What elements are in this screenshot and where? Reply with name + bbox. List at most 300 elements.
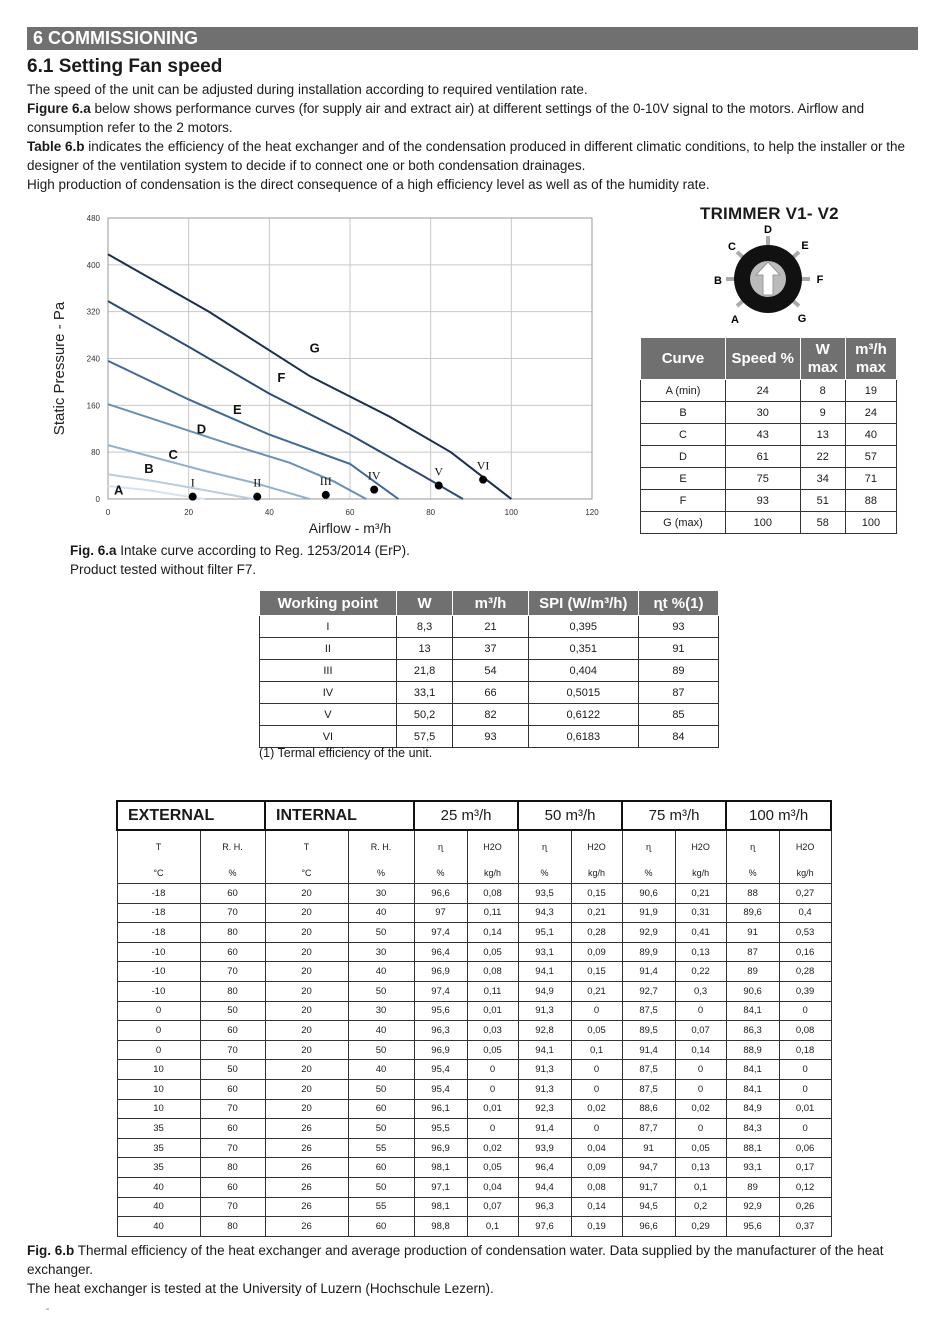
efficiency-cell: 87,5 bbox=[622, 1079, 675, 1099]
working-point-cell: 0,351 bbox=[528, 638, 638, 660]
efficiency-sub-header-cell: H2O bbox=[779, 830, 831, 863]
curve-table-cell: 43 bbox=[725, 424, 800, 446]
working-point-marker bbox=[322, 491, 330, 499]
efficiency-cell: 0,09 bbox=[571, 942, 622, 962]
curve-table-cell: 58 bbox=[800, 512, 845, 534]
efficiency-cell: 26 bbox=[265, 1217, 348, 1237]
working-point-cell: 0,5015 bbox=[528, 682, 638, 704]
efficiency-cell: 0,31 bbox=[675, 903, 726, 923]
y-tick-label: 160 bbox=[86, 401, 100, 411]
efficiency-cell: 0,02 bbox=[675, 1099, 726, 1119]
efficiency-cell: 92,9 bbox=[622, 923, 675, 943]
efficiency-cell: 0,14 bbox=[675, 1040, 726, 1060]
efficiency-cell: 30 bbox=[348, 1001, 414, 1021]
efficiency-cell: 60 bbox=[348, 1099, 414, 1119]
efficiency-sub-header-cell: H2O bbox=[467, 830, 518, 863]
working-point-cell: 82 bbox=[453, 704, 528, 726]
efficiency-sub-header-cell: ɳ bbox=[414, 830, 467, 863]
curve-header-speed: Speed % bbox=[725, 338, 800, 380]
efficiency-cell: 0,03 bbox=[467, 1021, 518, 1041]
efficiency-cell: 0,04 bbox=[467, 1177, 518, 1197]
efficiency-sub-header-cell: T bbox=[117, 830, 200, 863]
working-point-body bbox=[260, 616, 719, 748]
efficiency-cell: 0,09 bbox=[571, 1158, 622, 1178]
x-tick-label: 20 bbox=[184, 508, 194, 517]
efficiency-unit-cell: kg/h bbox=[779, 863, 831, 884]
efficiency-cell: 0,26 bbox=[779, 1197, 831, 1217]
efficiency-cell: 0 bbox=[675, 1001, 726, 1021]
curve-table-cell: 9 bbox=[800, 402, 845, 424]
efficiency-cell: 88 bbox=[726, 884, 779, 904]
efficiency-cell: 95,4 bbox=[414, 1079, 467, 1099]
efficiency-cell: 91,4 bbox=[622, 962, 675, 982]
efficiency-cell: 0,2 bbox=[675, 1197, 726, 1217]
efficiency-cell: 0 bbox=[779, 1119, 831, 1139]
efficiency-cell: 35 bbox=[117, 1158, 200, 1178]
efficiency-cell: 0,01 bbox=[779, 1099, 831, 1119]
efficiency-cell: 0,13 bbox=[675, 942, 726, 962]
efficiency-unit-cell: °C bbox=[265, 863, 348, 884]
efficiency-cell: 94,5 bbox=[622, 1197, 675, 1217]
trimmer-pos-f: F bbox=[816, 274, 824, 286]
trimmer-pos-a: A bbox=[731, 314, 739, 326]
y-tick-label: 0 bbox=[95, 495, 100, 504]
curve-table-cell: 51 bbox=[800, 490, 845, 512]
curve-table-cell: 19 bbox=[845, 380, 896, 402]
efficiency-cell: 0 bbox=[779, 1079, 831, 1099]
efficiency-unit-cell: °C bbox=[117, 863, 200, 884]
efficiency-cell: 84,3 bbox=[726, 1119, 779, 1139]
curve-table-cell: F bbox=[641, 490, 726, 512]
x-tick-label: 120 bbox=[585, 508, 599, 517]
efficiency-cell: 10 bbox=[117, 1060, 200, 1080]
curve-table-cell: 22 bbox=[800, 446, 845, 468]
curve-table-cell: 75 bbox=[725, 468, 800, 490]
efficiency-cell: 0 bbox=[117, 1001, 200, 1021]
x-tick-label: 0 bbox=[105, 508, 111, 517]
efficiency-sub-header-cell: ɳ bbox=[726, 830, 779, 863]
curve-table bbox=[640, 337, 897, 534]
efficiency-cell: 0,04 bbox=[571, 1138, 622, 1158]
efficiency-cell: 97 bbox=[414, 903, 467, 923]
efficiency-cell: 26 bbox=[265, 1197, 348, 1217]
efficiency-row bbox=[117, 903, 831, 923]
efficiency-cell: 40 bbox=[348, 903, 414, 923]
efficiency-cell: 70 bbox=[200, 962, 265, 982]
curve-table-cell: E bbox=[641, 468, 726, 490]
efficiency-cell: 70 bbox=[200, 1099, 265, 1119]
efficiency-cell: 88,1 bbox=[726, 1138, 779, 1158]
efficiency-cell: 0 bbox=[467, 1060, 518, 1080]
efficiency-cell: 0,28 bbox=[779, 962, 831, 982]
curve-table-row bbox=[641, 468, 897, 490]
efficiency-cell: 88,9 bbox=[726, 1040, 779, 1060]
efficiency-cell: 0,13 bbox=[675, 1158, 726, 1178]
working-point-cell: 54 bbox=[453, 660, 528, 682]
efficiency-cell: 0,15 bbox=[571, 884, 622, 904]
efficiency-cell: 0,53 bbox=[779, 923, 831, 943]
figure-b-text: Thermal efficiency of the heat exchanger and average production of condensation water. Data supplied by the manufacturer of the heat exchanger. bbox=[27, 1243, 884, 1277]
efficiency-cell: 96,3 bbox=[414, 1021, 467, 1041]
curve-table-row bbox=[641, 402, 897, 424]
curve-table-cell: 24 bbox=[845, 402, 896, 424]
curve-table-cell: C bbox=[641, 424, 726, 446]
x-tick-label: 60 bbox=[345, 508, 355, 517]
efficiency-cell: -10 bbox=[117, 962, 200, 982]
efficiency-cell: 50 bbox=[348, 1119, 414, 1139]
efficiency-cell: 0 bbox=[571, 1079, 622, 1099]
efficiency-cell: 50 bbox=[200, 1060, 265, 1080]
curve-table-row bbox=[641, 490, 897, 512]
efficiency-cell: 0,29 bbox=[675, 1217, 726, 1237]
efficiency-cell: 0,27 bbox=[779, 884, 831, 904]
efficiency-cell: 0,02 bbox=[467, 1138, 518, 1158]
y-tick-label: 80 bbox=[91, 448, 100, 458]
group-internal: INTERNAL bbox=[265, 801, 414, 830]
efficiency-cell: 91,9 bbox=[622, 903, 675, 923]
efficiency-cell: 20 bbox=[265, 1079, 348, 1099]
curve-table-cell: G (max) bbox=[641, 512, 726, 534]
efficiency-cell: 0,12 bbox=[779, 1177, 831, 1197]
efficiency-sub-header-cell: T bbox=[265, 830, 348, 863]
efficiency-cell: 0,18 bbox=[779, 1040, 831, 1060]
efficiency-cell: 80 bbox=[200, 981, 265, 1001]
efficiency-cell: 84,1 bbox=[726, 1001, 779, 1021]
efficiency-cell: 93,5 bbox=[518, 884, 571, 904]
efficiency-cell: 87,5 bbox=[622, 1001, 675, 1021]
efficiency-cell: 0,01 bbox=[467, 1099, 518, 1119]
curve-table-cell: 40 bbox=[845, 424, 896, 446]
working-point-label: III bbox=[319, 473, 332, 488]
efficiency-cell: 97,6 bbox=[518, 1217, 571, 1237]
efficiency-cell: 93,1 bbox=[726, 1158, 779, 1178]
efficiency-cell: 0,01 bbox=[467, 1001, 518, 1021]
table-reference: Table 6.b bbox=[27, 139, 85, 154]
efficiency-sub-header bbox=[117, 830, 831, 863]
curve-table-cell: 100 bbox=[725, 512, 800, 534]
efficiency-cell: 20 bbox=[265, 884, 348, 904]
efficiency-cell: 88,6 bbox=[622, 1099, 675, 1119]
working-point-cell: 89 bbox=[638, 660, 718, 682]
efficiency-unit-cell: kg/h bbox=[675, 863, 726, 884]
page-heading: 6.1 Setting Fan speed bbox=[27, 56, 223, 77]
efficiency-cell: 60 bbox=[200, 1021, 265, 1041]
curve-table-cell: 88 bbox=[845, 490, 896, 512]
efficiency-cell: 0,21 bbox=[675, 884, 726, 904]
efficiency-cell: 70 bbox=[200, 903, 265, 923]
efficiency-row bbox=[117, 942, 831, 962]
figure-b-ref: Fig. 6.b bbox=[27, 1243, 75, 1258]
curve-table-row bbox=[641, 446, 897, 468]
working-point-row bbox=[260, 726, 719, 748]
working-point-cell: 0,395 bbox=[528, 616, 638, 638]
efficiency-cell: 50 bbox=[200, 1001, 265, 1021]
page-footer-marker: - bbox=[46, 1304, 50, 1315]
efficiency-cell: 0 bbox=[675, 1060, 726, 1080]
y-tick-label: 400 bbox=[86, 260, 100, 270]
efficiency-unit-cell: % bbox=[518, 863, 571, 884]
working-point-cell: 13 bbox=[396, 638, 452, 660]
efficiency-cell: 60 bbox=[200, 942, 265, 962]
working-point-cell: I bbox=[260, 616, 397, 638]
efficiency-row bbox=[117, 1119, 831, 1139]
efficiency-cell: 91,4 bbox=[518, 1119, 571, 1139]
efficiency-cell: 96,9 bbox=[414, 962, 467, 982]
efficiency-cell: 84,1 bbox=[726, 1079, 779, 1099]
efficiency-cell: 60 bbox=[348, 1158, 414, 1178]
working-point-cell: 57,5 bbox=[396, 726, 452, 748]
working-point-label: II bbox=[253, 475, 262, 490]
efficiency-cell: 20 bbox=[265, 903, 348, 923]
curve-label: A bbox=[114, 482, 124, 498]
curve-table-cell: 24 bbox=[725, 380, 800, 402]
efficiency-cell: 91,3 bbox=[518, 1060, 571, 1080]
efficiency-cell: 0,08 bbox=[571, 1177, 622, 1197]
working-point-cell: 91 bbox=[638, 638, 718, 660]
curve-table-cell: 13 bbox=[800, 424, 845, 446]
curve-table-row bbox=[641, 380, 897, 402]
curve-label: G bbox=[309, 340, 320, 356]
intro-paragraph-1: The speed of the unit can be adjusted during installation according to required ventilation rate. bbox=[27, 82, 588, 97]
efficiency-cell: 0,06 bbox=[779, 1138, 831, 1158]
working-point-cell: 8,3 bbox=[396, 616, 452, 638]
efficiency-cell: 0,1 bbox=[571, 1040, 622, 1060]
efficiency-cell: 0,1 bbox=[467, 1217, 518, 1237]
efficiency-cell: 94,1 bbox=[518, 1040, 571, 1060]
efficiency-cell: 0,4 bbox=[779, 903, 831, 923]
working-point-marker bbox=[479, 476, 487, 484]
working-point-cell: 93 bbox=[638, 616, 718, 638]
efficiency-cell: 0,37 bbox=[779, 1217, 831, 1237]
efficiency-row bbox=[117, 923, 831, 943]
efficiency-cell: 30 bbox=[348, 884, 414, 904]
efficiency-unit-cell: % bbox=[414, 863, 467, 884]
efficiency-row bbox=[117, 962, 831, 982]
working-point-cell: II bbox=[260, 638, 397, 660]
working-point-cell: 50,2 bbox=[396, 704, 452, 726]
efficiency-cell: 89 bbox=[726, 1177, 779, 1197]
efficiency-cell: 96,6 bbox=[414, 884, 467, 904]
efficiency-cell: 91 bbox=[622, 1138, 675, 1158]
wp-header-point: Working point bbox=[260, 591, 397, 616]
curve-label: C bbox=[168, 447, 178, 463]
efficiency-cell: 98,1 bbox=[414, 1197, 467, 1217]
efficiency-cell: 20 bbox=[265, 981, 348, 1001]
efficiency-cell: 20 bbox=[265, 942, 348, 962]
y-axis-label: Static Pressure - Pa bbox=[51, 301, 68, 436]
figure-a-caption bbox=[70, 541, 410, 579]
efficiency-row bbox=[117, 884, 831, 904]
efficiency-cell: 0 bbox=[571, 1001, 622, 1021]
efficiency-cell: 84,9 bbox=[726, 1099, 779, 1119]
efficiency-row bbox=[117, 1001, 831, 1021]
efficiency-cell: 20 bbox=[265, 1060, 348, 1080]
efficiency-row bbox=[117, 1217, 831, 1237]
working-point-table bbox=[259, 590, 719, 748]
efficiency-cell: 20 bbox=[265, 1099, 348, 1119]
curve-header-w: W max bbox=[800, 338, 845, 380]
efficiency-cell: 26 bbox=[265, 1119, 348, 1139]
efficiency-cell: 96,9 bbox=[414, 1138, 467, 1158]
efficiency-group-header bbox=[117, 801, 831, 830]
efficiency-cell: -10 bbox=[117, 981, 200, 1001]
efficiency-cell: 26 bbox=[265, 1158, 348, 1178]
efficiency-cell: 0,05 bbox=[675, 1138, 726, 1158]
x-tick-label: 80 bbox=[426, 508, 436, 517]
efficiency-unit-cell: kg/h bbox=[467, 863, 518, 884]
efficiency-cell: 96,1 bbox=[414, 1099, 467, 1119]
group-100: 100 m³/h bbox=[726, 801, 831, 830]
efficiency-cell: 26 bbox=[265, 1177, 348, 1197]
efficiency-cell: 60 bbox=[200, 1079, 265, 1099]
efficiency-row bbox=[117, 1079, 831, 1099]
efficiency-cell: 0,39 bbox=[779, 981, 831, 1001]
efficiency-cell: 40 bbox=[348, 1060, 414, 1080]
figure-a-ref: Fig. 6.a bbox=[70, 543, 117, 558]
efficiency-cell: 60 bbox=[200, 1119, 265, 1139]
trimmer-dial bbox=[700, 222, 840, 327]
efficiency-row bbox=[117, 1158, 831, 1178]
working-point-cell: 66 bbox=[453, 682, 528, 704]
curve-table-cell: A (min) bbox=[641, 380, 726, 402]
working-point-label: IV bbox=[367, 468, 381, 483]
curve-label: E bbox=[233, 402, 242, 418]
efficiency-row bbox=[117, 1099, 831, 1119]
wp-header-efficiency: ɳt %(1) bbox=[638, 591, 718, 616]
efficiency-cell: 94,1 bbox=[518, 962, 571, 982]
efficiency-cell: 95,6 bbox=[726, 1217, 779, 1237]
working-point-marker bbox=[370, 486, 378, 494]
efficiency-table bbox=[116, 800, 832, 1237]
efficiency-cell: 40 bbox=[348, 1021, 414, 1041]
efficiency-cell: 0,05 bbox=[467, 1158, 518, 1178]
efficiency-cell: 98,1 bbox=[414, 1158, 467, 1178]
efficiency-cell: 87,7 bbox=[622, 1119, 675, 1139]
curve-table-cell: B bbox=[641, 402, 726, 424]
series-line-g bbox=[108, 254, 511, 499]
efficiency-cell: 0 bbox=[675, 1079, 726, 1099]
working-point-row bbox=[260, 682, 719, 704]
working-point-cell: 0,404 bbox=[528, 660, 638, 682]
y-tick-label: 240 bbox=[86, 354, 100, 364]
x-tick-label: 100 bbox=[504, 508, 519, 517]
efficiency-cell: 0,22 bbox=[675, 962, 726, 982]
efficiency-row bbox=[117, 1060, 831, 1080]
performance-chart bbox=[40, 205, 610, 540]
working-point-cell: 33,1 bbox=[396, 682, 452, 704]
working-point-label: I bbox=[190, 475, 195, 490]
efficiency-cell: 91,4 bbox=[622, 1040, 675, 1060]
efficiency-cell: 90,6 bbox=[726, 981, 779, 1001]
efficiency-cell: 20 bbox=[265, 962, 348, 982]
group-25: 25 m³/h bbox=[414, 801, 518, 830]
group-75: 75 m³/h bbox=[622, 801, 726, 830]
efficiency-cell: 95,6 bbox=[414, 1001, 467, 1021]
curve-table-cell: 57 bbox=[845, 446, 896, 468]
working-point-marker bbox=[189, 493, 197, 501]
working-point-cell: 87 bbox=[638, 682, 718, 704]
efficiency-sub-header-cell: R. H. bbox=[200, 830, 265, 863]
efficiency-cell: 90,6 bbox=[622, 884, 675, 904]
efficiency-cell: 92,8 bbox=[518, 1021, 571, 1041]
efficiency-cell: 0,08 bbox=[779, 1021, 831, 1041]
efficiency-cell: 0,1 bbox=[675, 1177, 726, 1197]
efficiency-sub-header-cell: H2O bbox=[675, 830, 726, 863]
efficiency-cell: 40 bbox=[348, 962, 414, 982]
figure-a-caption-line2: Product tested without filter F7. bbox=[70, 562, 257, 577]
working-point-cell: 21,8 bbox=[396, 660, 452, 682]
efficiency-cell: 0 bbox=[571, 1060, 622, 1080]
efficiency-cell: 60 bbox=[348, 1217, 414, 1237]
intro-paragraph-3-text: indicates the efficiency of the heat exchanger and of the condensation produced in different climatic conditions, to help the installer or the designer of the ventilation system to decide if to connect one or both condensation drainages. bbox=[27, 139, 906, 173]
efficiency-cell: 86,3 bbox=[726, 1021, 779, 1041]
efficiency-cell: 92,3 bbox=[518, 1099, 571, 1119]
working-point-row bbox=[260, 638, 719, 660]
figure-a-text: Intake curve according to Reg. 1253/2014 (ErP). bbox=[116, 543, 410, 558]
trimmer-title: TRIMMER V1- V2 bbox=[700, 204, 839, 223]
efficiency-cell: 20 bbox=[265, 1040, 348, 1060]
efficiency-cell: 70 bbox=[200, 1138, 265, 1158]
working-point-label: V bbox=[434, 464, 444, 479]
efficiency-cell: 55 bbox=[348, 1138, 414, 1158]
efficiency-cell: 94,4 bbox=[518, 1177, 571, 1197]
intro-paragraph-3 bbox=[27, 137, 922, 175]
efficiency-cell: 95,1 bbox=[518, 923, 571, 943]
efficiency-cell: 0,08 bbox=[467, 962, 518, 982]
trimmer-pos-c: C bbox=[728, 241, 736, 253]
efficiency-cell: 60 bbox=[200, 1177, 265, 1197]
curve-header-airflow: m³/h max bbox=[845, 338, 896, 380]
efficiency-cell: 95,4 bbox=[414, 1060, 467, 1080]
efficiency-cell: 0,05 bbox=[467, 1040, 518, 1060]
efficiency-cell: 98,8 bbox=[414, 1217, 467, 1237]
working-point-note: (1) Termal efficiency of the unit. bbox=[259, 746, 433, 760]
working-point-row bbox=[260, 704, 719, 726]
curve-table-cell: 100 bbox=[845, 512, 896, 534]
efficiency-cell: 0,15 bbox=[571, 962, 622, 982]
wp-header-airflow: m³/h bbox=[453, 591, 528, 616]
efficiency-cell: 50 bbox=[348, 1177, 414, 1197]
efficiency-unit-cell: kg/h bbox=[571, 863, 622, 884]
efficiency-cell: 10 bbox=[117, 1079, 200, 1099]
curve-table-row bbox=[641, 424, 897, 446]
efficiency-cell: 97,4 bbox=[414, 981, 467, 1001]
curve-table-cell: 71 bbox=[845, 468, 896, 490]
efficiency-cell: 35 bbox=[117, 1138, 200, 1158]
working-point-cell: VI bbox=[260, 726, 397, 748]
efficiency-cell: 95,5 bbox=[414, 1119, 467, 1139]
efficiency-sub-header-cell: ɳ bbox=[518, 830, 571, 863]
efficiency-cell: 89,5 bbox=[622, 1021, 675, 1041]
group-external: EXTERNAL bbox=[117, 801, 265, 830]
efficiency-cell: 87,5 bbox=[622, 1060, 675, 1080]
efficiency-cell: 0,19 bbox=[571, 1217, 622, 1237]
working-point-cell: 0,6122 bbox=[528, 704, 638, 726]
working-point-cell: 93 bbox=[453, 726, 528, 748]
intro-paragraph-4: High production of condensation is the direct consequence of a high efficiency level as well as of the humidity rate. bbox=[27, 177, 710, 192]
working-point-cell: III bbox=[260, 660, 397, 682]
efficiency-cell: 50 bbox=[348, 923, 414, 943]
efficiency-cell: 50 bbox=[348, 981, 414, 1001]
figure-b-caption-line1 bbox=[27, 1241, 922, 1279]
x-tick-label: 40 bbox=[264, 508, 274, 517]
curve-label: D bbox=[196, 421, 207, 437]
efficiency-cell: 89,9 bbox=[622, 942, 675, 962]
curve-label: B bbox=[144, 461, 154, 477]
efficiency-cell: 0,41 bbox=[675, 923, 726, 943]
efficiency-cell: 94,9 bbox=[518, 981, 571, 1001]
efficiency-cell: 55 bbox=[348, 1197, 414, 1217]
